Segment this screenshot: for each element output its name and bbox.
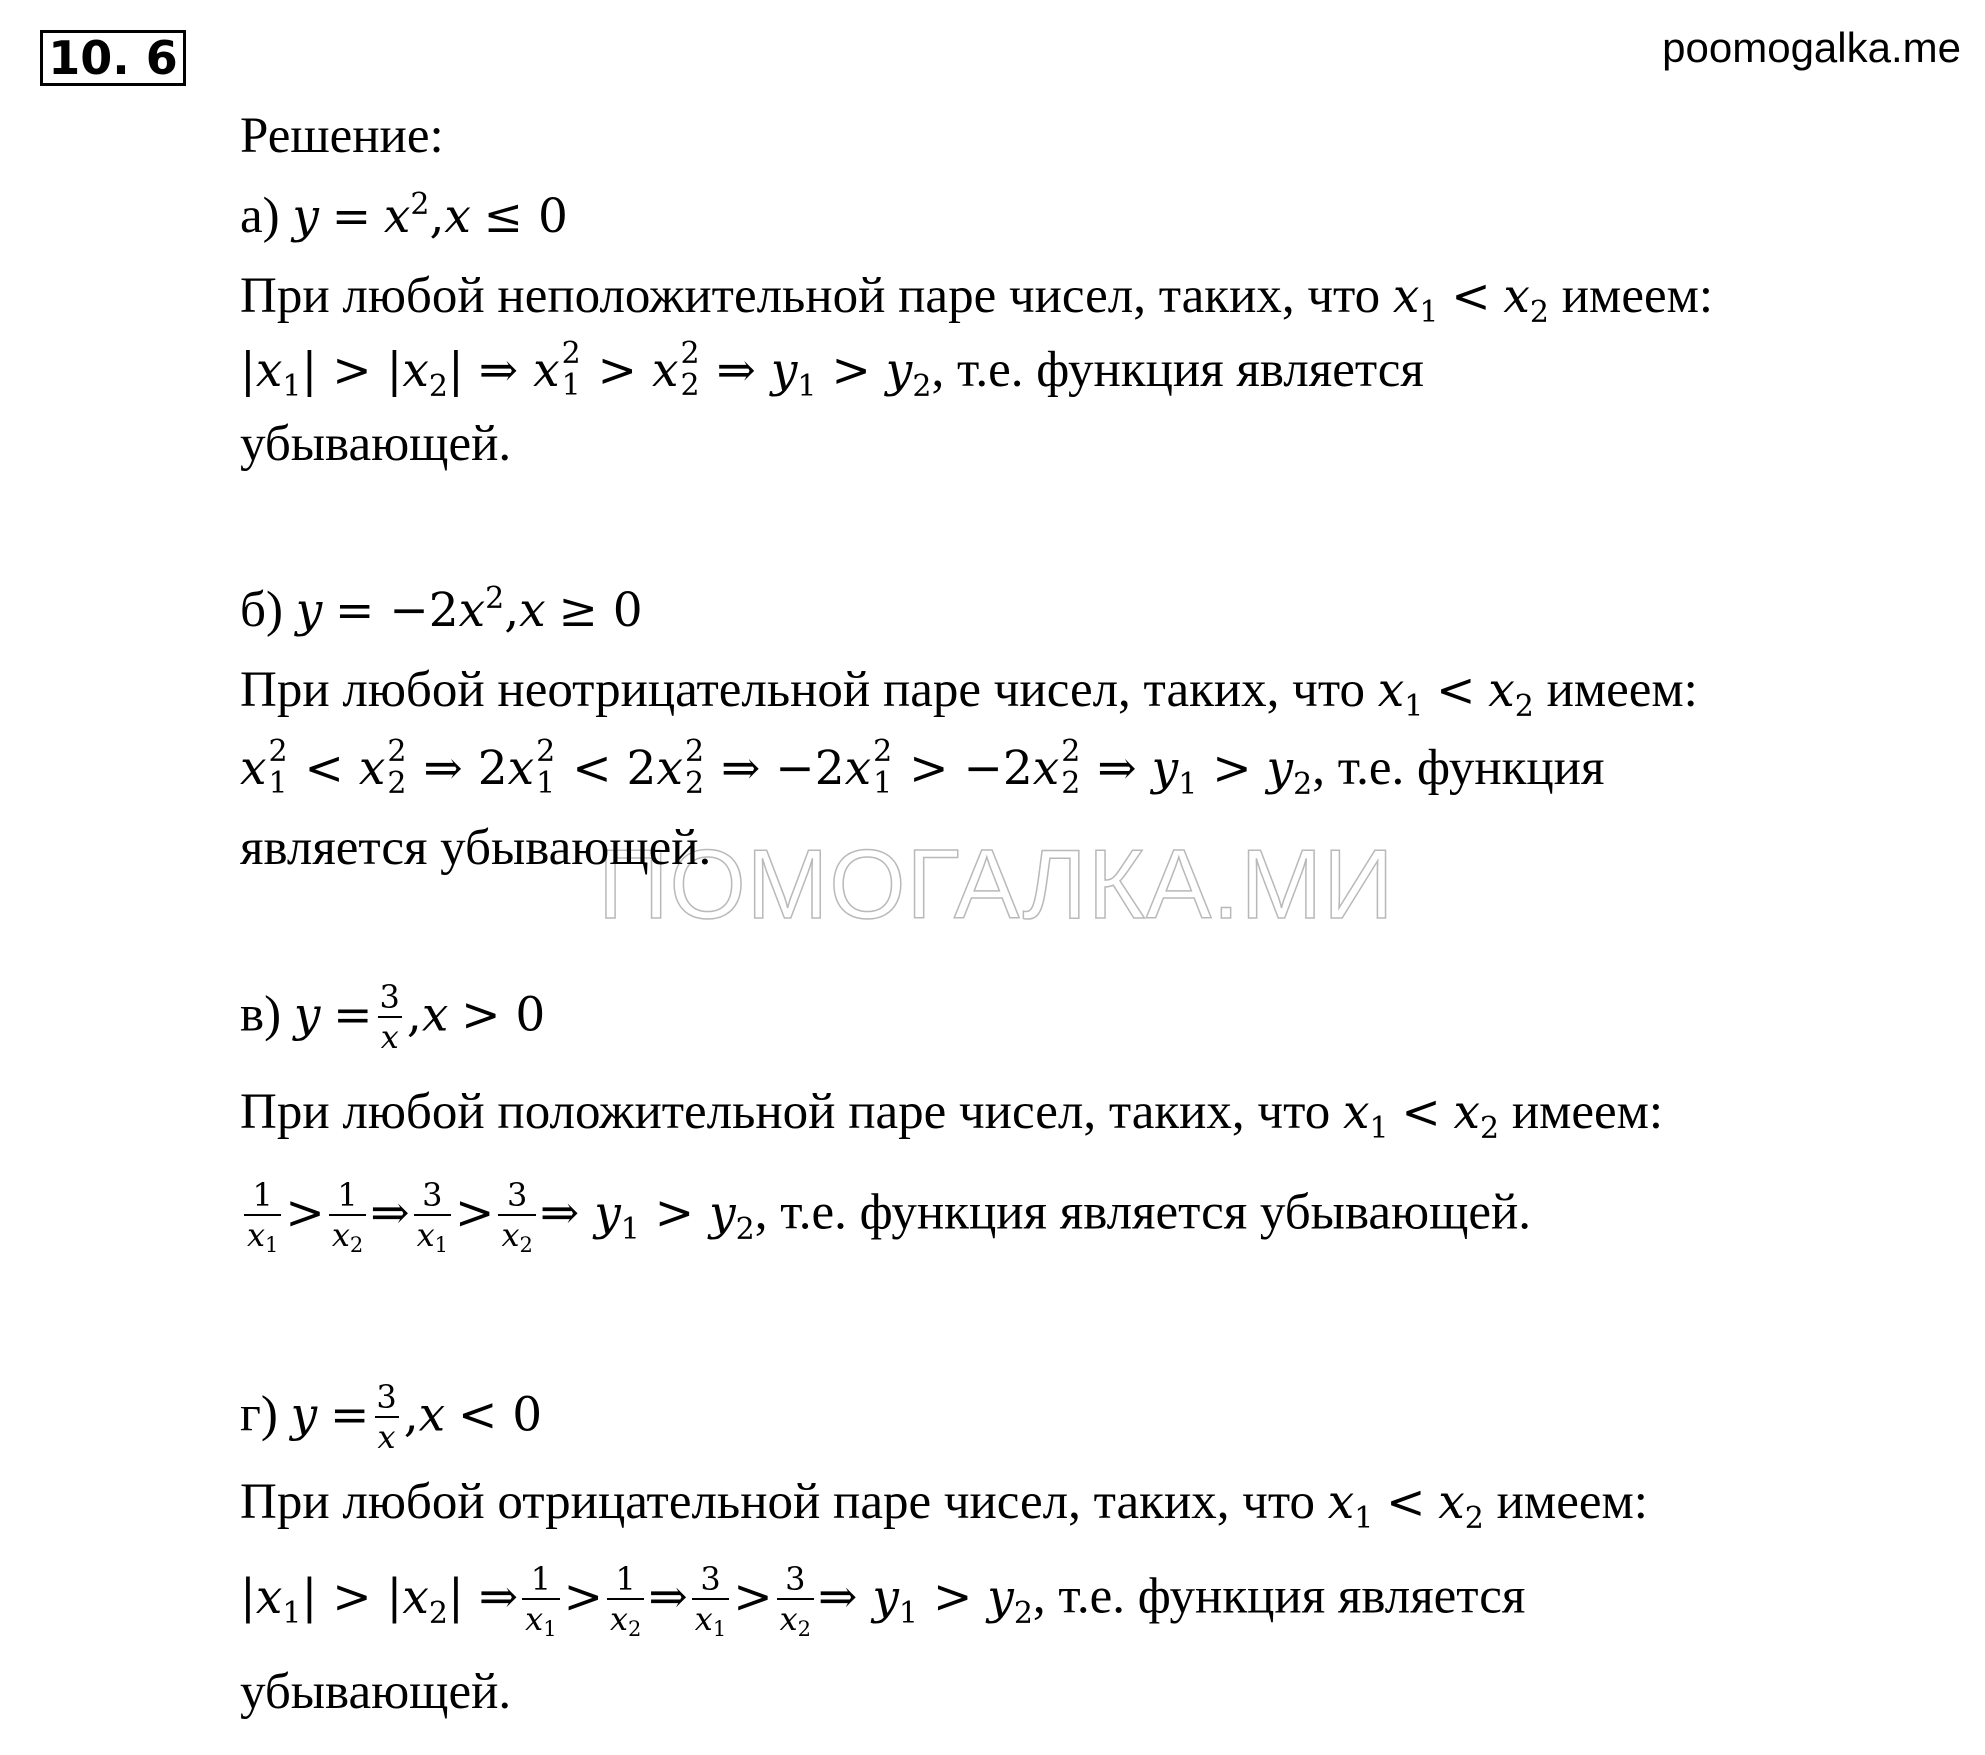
part-g-label: г) [240,1386,278,1443]
part-b-premise: При любой неотрицательной паре чисел, таких, что $x_1 < x_2$ имеем: [240,662,1698,724]
part-b-text-2: имеем: [1546,662,1698,718]
part-b-label: б) [240,582,283,638]
part-a-text: При любой неположительной паре чисел, таких, что [240,268,1381,324]
part-a-premise: При любой неположительной паре чисел, таких, что $x_1 < x_2$ имеем: [240,268,1714,330]
part-v-condition: в) y = $\frac{3}{x}$ ,x > 0 [240,978,546,1056]
part-a-last-line: убывающей. [240,416,512,472]
part-g-last-line: убывающей. [240,1664,512,1720]
part-b-condition: б) $y = -2x^2,x \ge 0$ [240,581,643,638]
part-g-premise: При любой отрицательной паре чисел, таких, что $x_1 < x_2$ имеем: [240,1474,1648,1536]
part-b-conclusion: , т.е. функция [1312,740,1605,796]
solution-heading: Решение: [240,108,444,164]
part-b-derivation: x 2 1 < x 2 2 ⇒ 2x 2 1 < 2x 2 2 ⇒ −2x 2 1 > −2x 2 2 ⇒ $y_1 > y_2$, т.е. функция [240,734,1605,802]
part-b-text: При любой неотрицательной паре чисел, таких, что [240,662,1365,718]
part-a-text-2: имеем: [1561,268,1714,324]
part-b-last-line: является убывающей. [240,820,712,876]
part-v-text-2: имеем: [1511,1084,1664,1140]
part-a-label: а) [240,188,280,244]
site-name: poomogalka.me [1662,24,1961,71]
part-g-condition: г) y = $\frac{3}{x}$ ,x < 0 [240,1378,543,1456]
part-v-conclusion: , т.е. функция является убывающей. [754,1184,1532,1241]
part-a-conclusion: , т.е. функция является [931,342,1424,398]
part-v-derivation: $\frac{1}{x_1}$ > $\frac{1}{x_2}$ ⇒ $\frac{3}{x_1}$ > $\frac{3}{x_2}$ ⇒ $y_1 > y_2$, т.е. функция является убывающей. [240,1178,1531,1256]
part-v-premise: При любой положительной паре чисел, таких, что $x_1 < x_2$ имеем: [240,1084,1664,1146]
problem-number: 10. 6 [40,30,186,86]
part-a-derivation: $|x_1| > |x_2|$ ⇒ x 2 1 > x 2 2 ⇒ $y_1 > y_2$, т.е. функция является [240,336,1424,404]
part-g-derivation: $|x_1| > |x_2|$ ⇒ $\frac{1}{x_1}$ > $\frac{1}{x_2}$ ⇒ $\frac{3}{x_1}$ > $\frac{3}{x_2}$ ⇒ $y_1 > y_2$, т.е. функция является [240,1560,1526,1641]
part-g-text: При любой отрицательной паре чисел, таких, что [240,1474,1316,1530]
part-a-condition: а) $y = x^2,x \le 0$ [240,187,568,244]
part-g-text-2: имеем: [1496,1474,1648,1530]
part-v-label: в) [240,986,282,1043]
part-g-conclusion: , т.е. функция является [1032,1568,1526,1625]
part-v-text: При любой положительной паре чисел, таких, что [240,1084,1331,1140]
watermark: ПОМОГАЛКА.МИ [598,829,1395,939]
